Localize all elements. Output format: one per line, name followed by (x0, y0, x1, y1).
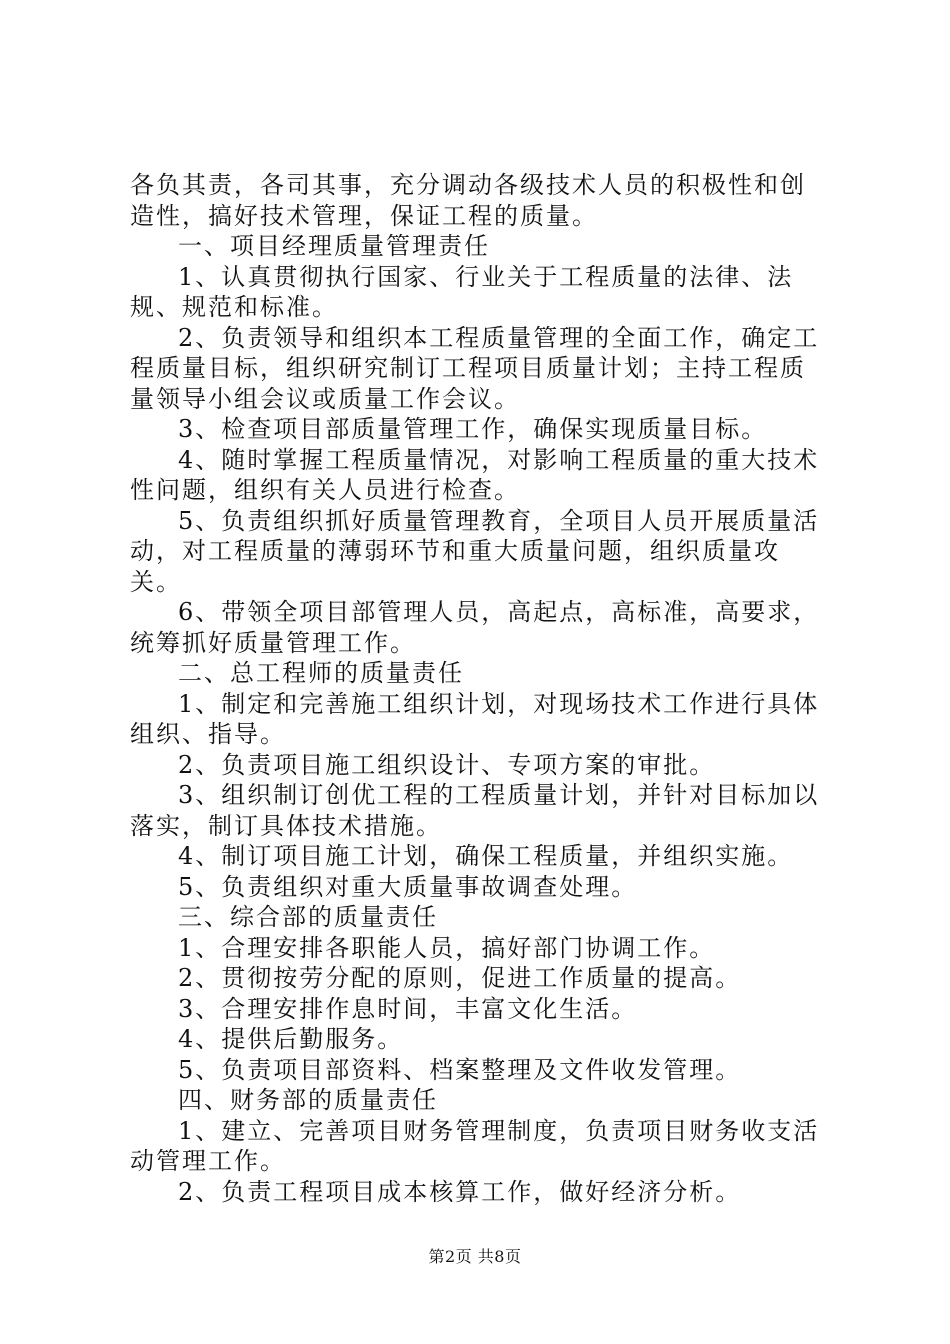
list-item: 4、提供后勤服务。 (178, 1025, 404, 1053)
section-heading-chief-engineer: 二、总工程师的质量责任 (178, 659, 464, 687)
list-item: 2、负责项目施工组织设计、专项方案的审批。 (178, 750, 716, 779)
list-item: 5、负责项目部资料、档案整理及文件收发管理。 (178, 1055, 742, 1084)
list-item: 3、检查项目部质量管理工作，确保实现质量目标。 (178, 415, 768, 443)
list-item: 4、随时掌握工程质量情况，对影响工程质量的重大技术性问题，组织有关人员进行检查。 (130, 445, 820, 504)
paragraph-continuation: 各负其责，各司其事，充分调动各级技术人员的积极性和创造性，搞好技术管理，保证工程的质量。 (130, 171, 806, 230)
list-item: 2、负责工程项目成本核算工作，做好经济分析。 (178, 1177, 742, 1206)
list-item: 6、带领全项目部管理人员，高起点，高标准，高要求，统筹抓好质量管理工作。 (130, 598, 820, 657)
list-item: 5、负责组织抓好质量管理教育，全项目人员开展质量活动，对工程质量的薄弱环节和重大质量问题，组织质量攻关。 (130, 506, 820, 596)
section-heading-finance-department: 四、财务部的质量责任 (178, 1086, 438, 1114)
section-heading-project-manager: 一、项目经理质量管理责任 (178, 232, 490, 260)
list-item: 1、建立、完善项目财务管理制度，负责项目财务收支活动管理工作。 (130, 1116, 820, 1175)
list-item: 1、认真贯彻执行国家、行业关于工程质量的法律、法规、规范和标准。 (130, 262, 794, 321)
list-item: 1、合理安排各职能人员，搞好部门协调工作。 (178, 933, 716, 962)
list-item: 1、制定和完善施工组织计划，对现场技术工作进行具体组织、指导。 (130, 689, 820, 748)
section-heading-general-department: 三、综合部的质量责任 (178, 903, 438, 931)
list-item: 2、负责领导和组织本工程质量管理的全面工作，确定工程质量目标，组织研究制订工程项目质量计划；主持工程质量领导小组会议或质量工作会议。 (130, 323, 820, 413)
list-item: 5、负责组织对重大质量事故调查处理。 (178, 872, 638, 901)
list-item: 3、组织制订创优工程的工程质量计划，并针对目标加以落实，制订具体技术措施。 (130, 781, 820, 840)
list-item: 2、贯彻按劳分配的原则，促进工作质量的提高。 (178, 964, 742, 992)
list-item: 4、制订项目施工计划，确保工程质量，并组织实施。 (178, 842, 794, 870)
page-number-footer: 第2页 共8页 (428, 1247, 522, 1266)
document-body (130, 170, 830, 1207)
list-item: 3、合理安排作息时间，丰富文化生活。 (178, 994, 638, 1023)
